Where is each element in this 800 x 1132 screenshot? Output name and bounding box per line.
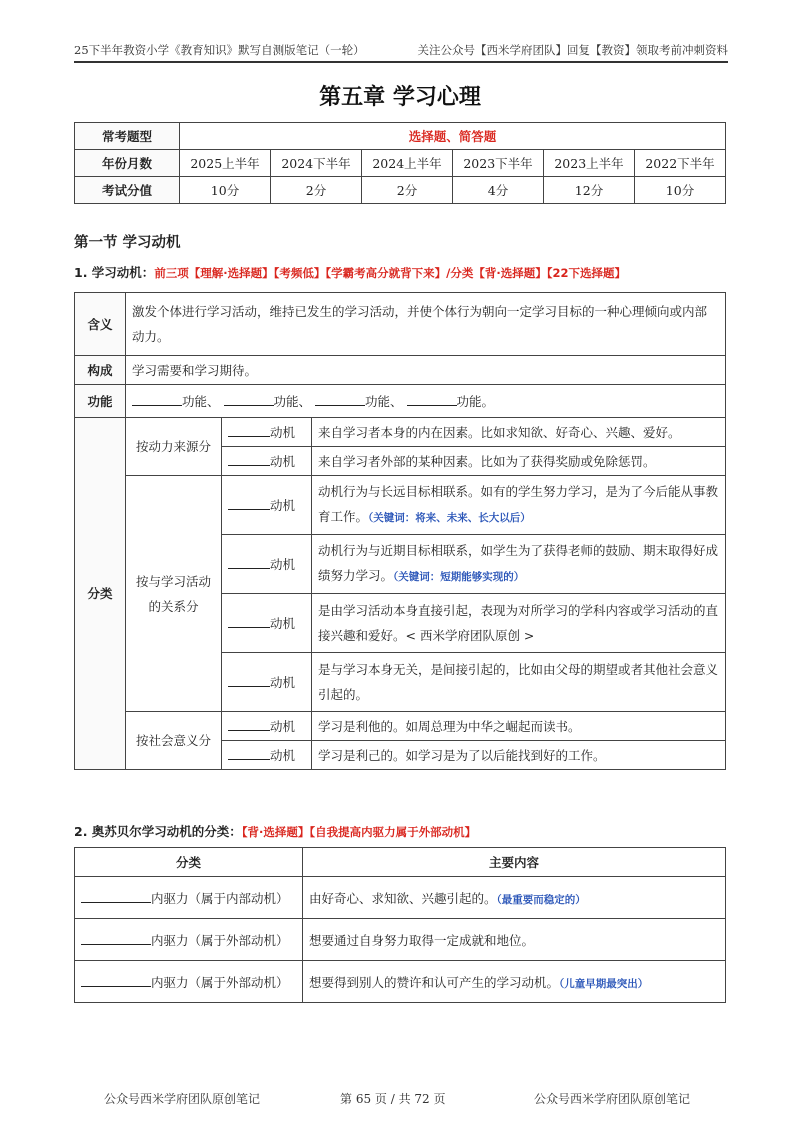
- year-cell: 2023上半年: [544, 150, 635, 177]
- blank-cell: [222, 535, 312, 594]
- drive-label: 内驱力（属于内部动机）: [151, 891, 289, 906]
- motive-suffix: 动机: [270, 747, 296, 763]
- fill-blank[interactable]: [228, 495, 270, 510]
- column-header: 分类: [75, 848, 303, 877]
- function-word: 功能: [456, 393, 482, 409]
- relation-desc: [312, 535, 726, 594]
- keyword-note: （最重要而稳定的）: [496, 893, 586, 906]
- keyword-note: （关键词：将来、未来、长大以后）: [368, 512, 531, 524]
- drive-content-cell: [303, 919, 726, 961]
- function-word: 功能: [273, 393, 299, 409]
- relation-text: 动机行为与近期目标相联系，如学生为了获得老师的鼓励、期末取得好成绩努力学习。: [318, 543, 719, 583]
- row-label: 常考题型: [75, 123, 180, 150]
- source-desc: 来自学习者外部的某种因素。比如为了获得奖励或免除惩罚。: [312, 447, 726, 476]
- function-label: 功能: [75, 385, 126, 418]
- drive-content: 想要通过自身努力取得一定成就和地位。: [309, 932, 535, 948]
- blank-cell: [222, 418, 312, 447]
- fill-blank[interactable]: [407, 391, 457, 406]
- drive-label: 内驱力（属于外部动机）: [151, 933, 289, 948]
- social-desc: 学习是利他的。如周总理为中华之崛起而读书。: [312, 712, 726, 741]
- score-cell: 10分: [180, 177, 271, 204]
- blank-cell: [222, 653, 312, 712]
- drive-label: 内驱力（属于外部动机）: [151, 975, 289, 990]
- score-cell: 12分: [544, 177, 635, 204]
- meaning-text: 激发个体进行学习活动，维持已发生的学习活动，并使个体行为朝向一定学习目标的一种心理倾向或内部动力。: [126, 293, 726, 356]
- motive-suffix: 动机: [270, 674, 296, 690]
- drive-label-cell: [75, 919, 303, 961]
- motive-suffix: 动机: [270, 497, 296, 513]
- question-2-tags: 【背·选择题】【自我提高内驱力属于外部动机】: [241, 825, 477, 839]
- drive-content-cell: [303, 961, 726, 1003]
- exam-info-table: [74, 122, 726, 204]
- year-cell: 2024上半年: [362, 150, 453, 177]
- header-right: 关注公众号【西米学府团队】回复【教资】领取考前冲刺资料: [417, 43, 728, 57]
- question-2-title: 2. 奥苏贝尔学习动机的分类：: [74, 824, 242, 839]
- fill-blank[interactable]: [81, 972, 151, 987]
- motive-suffix: 动机: [270, 718, 296, 734]
- year-cell: 2023下半年: [453, 150, 544, 177]
- motive-suffix: 动机: [270, 453, 296, 469]
- relation-text: 是与学习本身无关，是间接引起的，比如由父母的期望或者其他社会意义引起的。: [318, 662, 719, 702]
- question-1-tags: 前三项【理解·选择题】【考频低】【学霸考高分就背下来】/分类【背·选择题】【22下选择题】: [154, 266, 626, 280]
- fill-blank[interactable]: [81, 888, 151, 903]
- function-word: 功能: [182, 393, 208, 409]
- blank-cell: [222, 447, 312, 476]
- by-source-label: 按动力来源分: [126, 418, 222, 476]
- question-1-heading: [74, 263, 626, 281]
- social-desc: 学习是利己的。如学习是为了以后能找到好的工作。: [312, 741, 726, 770]
- motive-suffix: 动机: [270, 424, 296, 440]
- blank-cell: [222, 476, 312, 535]
- fill-blank[interactable]: [228, 554, 270, 569]
- relation-text: 是由学习活动本身直接引起，表现为对所学习的学科内容或学习活动的直接兴趣和爱好。< 西米学府团队原创 >: [318, 603, 719, 643]
- drive-content: 由好奇心、求知欲、兴趣引起的。: [309, 890, 497, 906]
- footer-right: 公众号西米学府团队原创笔记: [534, 1092, 691, 1106]
- by-social-label: 按社会意义分: [126, 712, 222, 770]
- learning-motivation-table: [74, 292, 726, 770]
- fill-blank[interactable]: [228, 672, 270, 687]
- footer-left: 公众号西米学府团队原创笔记: [104, 1092, 261, 1106]
- meaning-label: 含义: [75, 293, 126, 356]
- blank-cell: [222, 594, 312, 653]
- question-types: 选择题、简答题: [180, 123, 726, 150]
- function-blanks: 功能、 功能、 功能、 功能。: [126, 385, 726, 418]
- relation-desc: [312, 476, 726, 535]
- score-cell: 4分: [453, 177, 544, 204]
- drive-label-cell: [75, 877, 303, 919]
- year-cell: 2024下半年: [271, 150, 362, 177]
- fill-blank[interactable]: [228, 716, 270, 731]
- section-title: 第一节 学习动机: [74, 235, 181, 251]
- keyword-note: （关键词：短期能够实现的）: [393, 571, 525, 583]
- question-2-heading: [74, 822, 476, 840]
- year-cell: 2025上半年: [180, 150, 271, 177]
- fill-blank[interactable]: [132, 391, 182, 406]
- fill-blank[interactable]: [228, 745, 270, 760]
- motive-suffix: 动机: [270, 556, 296, 572]
- source-desc: 来自学习者本身的内在因素。比如求知欲、好奇心、兴趣、爱好。: [312, 418, 726, 447]
- year-cell: 2022下半年: [635, 150, 726, 177]
- score-cell: 10分: [635, 177, 726, 204]
- fill-blank[interactable]: [81, 930, 151, 945]
- row-label: 考试分值: [75, 177, 180, 204]
- ausubel-table: [74, 847, 726, 1003]
- relation-text: 动机行为与长远目标相联系。如有的学生努力学习，是为了今后能从事教育工作。: [318, 484, 719, 524]
- column-header: 主要内容: [303, 848, 726, 877]
- classification-label: 分类: [75, 418, 126, 770]
- score-cell: 2分: [271, 177, 362, 204]
- page-number: 第 65 页 / 共 72 页: [340, 1092, 446, 1106]
- fill-blank[interactable]: [228, 422, 270, 437]
- drive-content: 想要得到别人的赞许和认可产生的学习动机。: [309, 974, 560, 990]
- page-header: [74, 38, 728, 63]
- drive-label-cell: [75, 961, 303, 1003]
- question-1-title: 1. 学习动机：: [74, 265, 155, 280]
- motive-suffix: 动机: [270, 615, 296, 631]
- chapter-title: 第五章 学习心理: [319, 85, 481, 110]
- fill-blank[interactable]: [224, 391, 274, 406]
- blank-cell: [222, 712, 312, 741]
- drive-content-cell: [303, 877, 726, 919]
- relation-desc: [312, 653, 726, 712]
- structure-text: 学习需要和学习期待。: [126, 356, 726, 385]
- header-left: 25下半年教资小学《教育知识》默写自测版笔记（一轮）: [74, 43, 365, 57]
- row-label: 年份月数: [75, 150, 180, 177]
- blank-cell: [222, 741, 312, 770]
- function-word: 功能: [365, 393, 391, 409]
- fill-blank[interactable]: [315, 391, 365, 406]
- relation-desc: [312, 594, 726, 653]
- fill-blank[interactable]: [228, 451, 270, 466]
- fill-blank[interactable]: [228, 613, 270, 628]
- by-relation-label: 按与学习活动的关系分: [126, 476, 222, 712]
- keyword-note: （儿童早期最突出）: [559, 977, 649, 990]
- score-cell: 2分: [362, 177, 453, 204]
- structure-label: 构成: [75, 356, 126, 385]
